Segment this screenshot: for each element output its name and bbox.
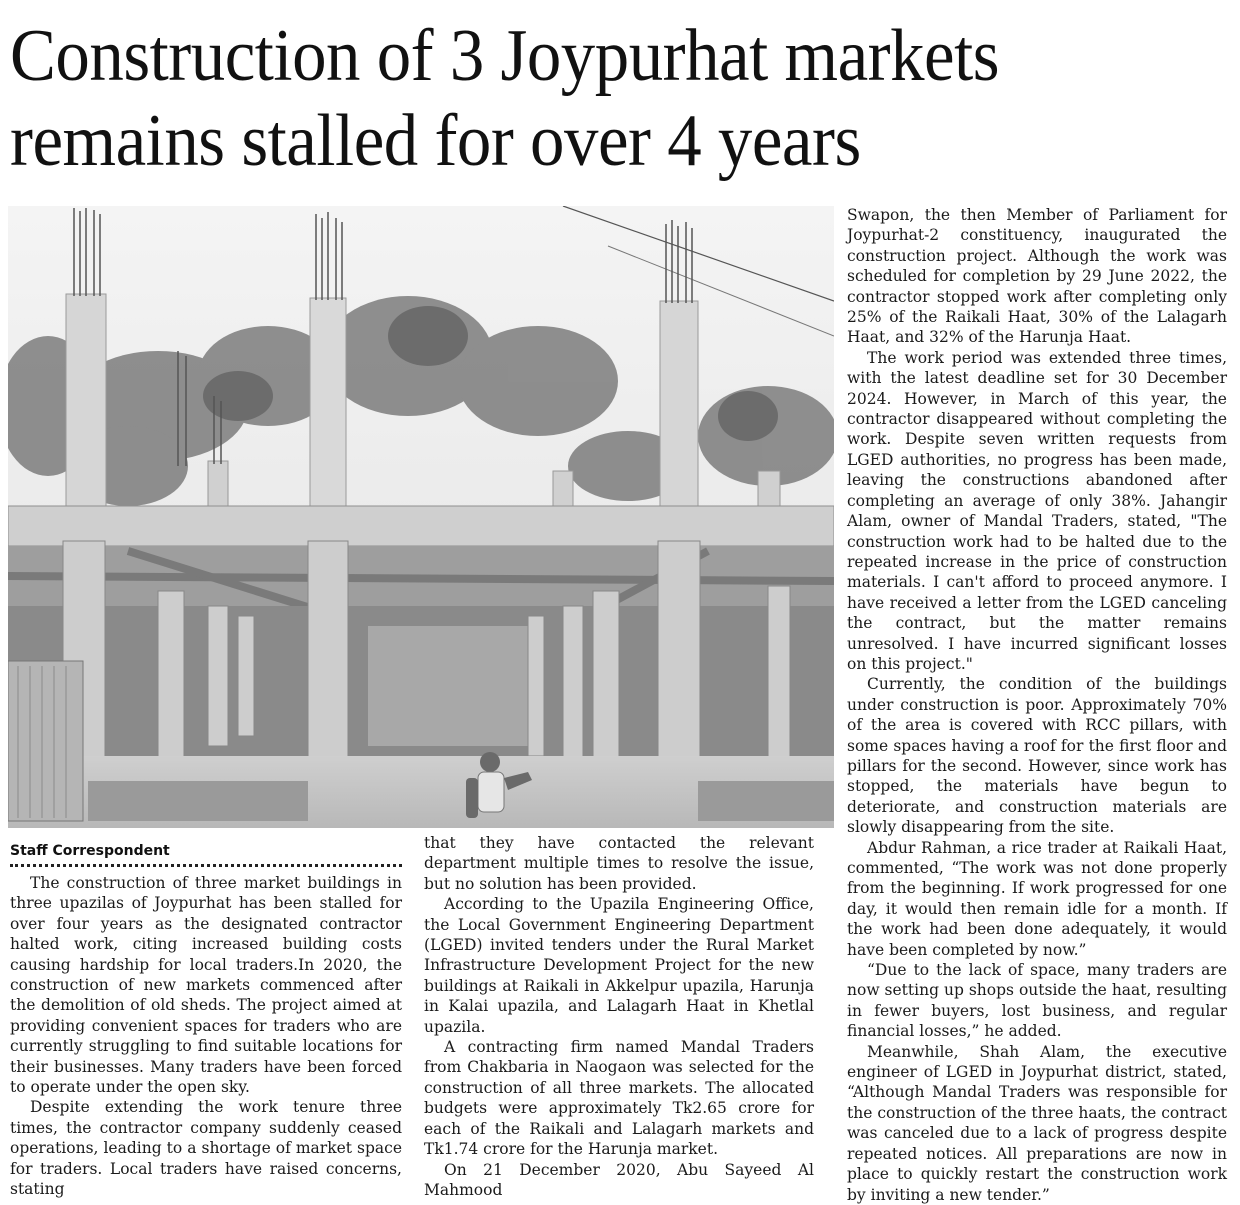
article-column-3 [847,205,1227,1205]
paragraph: Abdur Rahman, a rice trader at Raikali Haat, commented, “The work was not done properly from the beginning. If work progressed for one day, it would then remain idle for a month. If the work had been done adequately, it would have been completed by now.” [847,838,1227,959]
headline [10,14,1145,184]
paragraph: Currently, the condition of the buildings under construction is poor. Approximately 70% of the area is covered with RCC pillars, with some spaces having a roof for the first floor and pillars for the second. However, since work has stopped, the materials have begun to deteriorate, and construction materials are slowly disappearing from the site. [847,675,1227,837]
paragraph: According to the Upazila Engineering Office, the Local Government Engineering Department (LGED) invited tenders under the Rural Market Infrastructure Development Project for the new buildings at Raikali in Akkelpur upazila, Harunja in Kalai upazila, and Lalagarh Haat in Khetlal upazila. [424,895,814,1036]
paragraph: A contracting firm named Mandal Traders from Chakbaria in Naogaon was selected for the construction of all three markets. The allocated budgets were approximately Tk2.65 crore for each of the Raikali and Lalagarh markets and Tk1.74 crore for the Harunja market. [424,1038,814,1159]
article-column-2 [424,833,814,1200]
paragraph: The work period was extended three times, with the latest deadline set for 30 December 2024. However, in March of this year, the contractor disappeared without completing the work. Despite seven written requests from LGED authorities, no progress has been made, leaving the constructions abandoned after completing an average of only 38%. Jahangir Alam, owner of Mandal Traders, stated, "The construction work had to be halted due to the repeated increase in the price of construction materials. I can't afford to proceed anymore. I have received a letter from the LGED canceling the contract, but the matter remains unresolved. I have incurred significant losses on this project." [847,348,1227,673]
paragraph: Meanwhile, Shah Alam, the executive engineer of LGED in Joypurhat district, stated, “Although Mandal Traders was responsible for the construction of the three haats, the contract was canceled due to a lack of progress despite repeated notices. All preparations are now in place to quickly restart the construction work by inviting a new tender.” [847,1042,1227,1204]
paragraph: The construction of three market buildings in three upazilas of Joypurhat has been stalled for over four years as the designated contractor halted work, citing increased building costs causing hardship for local traders.In 2020, the construction of new markets commenced after the demolition of old sheds. The project aimed at providing convenient spaces for traders who are currently struggling to find suitable locations for their businesses. Many traders have been forced to operate under the open sky. [10,874,402,1097]
paragraph: that they have contacted the relevant department multiple times to resolve the issue, but no solution has been provided. [424,834,814,893]
headline-line-1: Construction of 3 Joypurhat markets [10,15,1000,97]
paragraph: On 21 December 2020, Abu Sayeed Al Mahmood [424,1160,814,1199]
byline: Staff Correspondent [10,842,402,867]
construction-site-photo [8,206,834,828]
paragraph: Despite extending the work tenure three times, the contractor company suddenly ceased operations, leading to a shortage of market space for traders. Local traders have raised concerns, stating [10,1098,402,1199]
construction-site-illustration [8,206,834,828]
article-column-1 [10,842,402,1200]
paragraph: “Due to the lack of space, many traders are now setting up shops outside the haat, resulting in fewer buyers, lost business, and regular financial losses,” he added. [847,961,1227,1041]
headline-line-2: remains stalled for over 4 years [10,100,861,182]
paragraph: Swapon, the then Member of Parliament for Joypurhat-2 constituency, inaugurated the construction project. Although the work was scheduled for completion by 29 June 2022, the contractor stopped work after completing only 25% of the Raikali Haat, 30% of the Lalagarh Haat, and 32% of the Harunja Haat. [847,206,1227,347]
